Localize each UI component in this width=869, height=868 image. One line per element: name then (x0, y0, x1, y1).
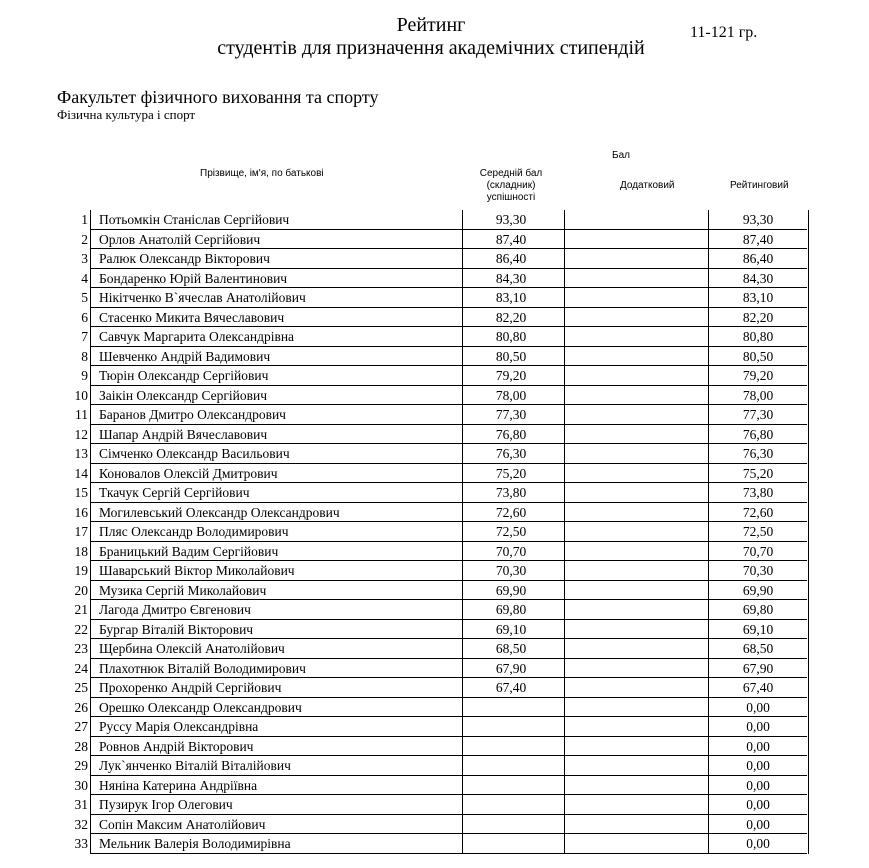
average-score: 75,20 (495, 465, 527, 481)
rating-score: 76,80 (742, 426, 774, 442)
rating-score: 72,50 (742, 524, 774, 539)
table-row (0, 561, 869, 581)
table-row (0, 210, 869, 230)
table-row (0, 639, 869, 659)
row-number: 7 (81, 329, 88, 344)
table-row (0, 815, 869, 835)
specialty-heading: Фізична культура і спорт (57, 107, 196, 122)
row-number: 12 (74, 426, 88, 442)
rating-score: 67,40 (742, 680, 774, 695)
rating-score: 86,40 (742, 251, 774, 266)
table-row (0, 542, 869, 562)
rating-score: 68,50 (742, 641, 774, 656)
rating-score: 69,10 (742, 621, 774, 637)
average-score: 70,30 (495, 563, 527, 578)
student-name: Могилевський Олександр Олександрович (99, 504, 340, 520)
table-row (0, 600, 869, 620)
student-name: Музика Сергій Миколайович (99, 582, 267, 598)
table-row (0, 756, 869, 776)
average-score: 83,10 (495, 290, 527, 305)
row-number: 2 (81, 231, 88, 247)
rating-score: 82,20 (742, 309, 774, 325)
student-name: Бондаренко Юрій Валентинович (99, 270, 288, 286)
average-score: 68,50 (495, 641, 527, 656)
divider-average-left (462, 210, 463, 854)
student-name: Щербина Олексій Анатолійович (99, 641, 285, 656)
table-row (0, 483, 869, 503)
table-row (0, 327, 869, 347)
student-name: Нікітченко В`ячеслав Анатолійович (99, 290, 306, 305)
row-number: 20 (74, 582, 88, 598)
table-row (0, 659, 869, 679)
average-score: 84,30 (495, 270, 527, 286)
row-number: 24 (74, 660, 88, 676)
average-score: 73,80 (495, 485, 527, 500)
table-row (0, 288, 869, 308)
student-name: Руссу Марія Олександрівна (99, 719, 259, 734)
average-score: 79,20 (495, 368, 527, 383)
rating-score: 80,50 (742, 348, 774, 364)
column-header-name: Прізвище, ім'я, по батькові (200, 168, 324, 179)
table-row (0, 386, 869, 406)
row-number: 5 (81, 290, 88, 305)
average-score: 78,00 (495, 387, 527, 403)
rating-score: 83,10 (742, 290, 774, 305)
rating-score: 0,00 (746, 758, 770, 773)
rating-score: 87,40 (742, 231, 774, 247)
rating-score: 67,90 (742, 660, 774, 676)
row-number: 25 (74, 680, 88, 695)
divider-rating-left (708, 210, 709, 854)
rating-score: 0,00 (746, 797, 770, 812)
divider-rating-right (808, 210, 809, 854)
student-name: Пляс Олександр Володимирович (99, 524, 289, 539)
row-number: 1 (81, 212, 88, 227)
table-row (0, 737, 869, 757)
row-number: 8 (81, 348, 88, 364)
row-number: 21 (74, 602, 88, 617)
row-number: 33 (74, 836, 88, 851)
row-number: 6 (81, 309, 88, 325)
student-name: Сопін Максим Анатолійович (99, 816, 266, 832)
divider-number (90, 210, 91, 854)
table-row (0, 425, 869, 445)
average-score: 72,60 (495, 504, 527, 520)
rating-score: 72,60 (742, 504, 774, 520)
table-row (0, 347, 869, 367)
table-row (0, 405, 869, 425)
average-score: 93,30 (495, 212, 527, 227)
rating-score: 0,00 (746, 836, 770, 851)
average-score: 80,80 (495, 329, 527, 344)
row-number: 31 (74, 797, 88, 812)
column-header-additional: Додатковий (620, 180, 675, 191)
column-header-average-line1: Середній бал (479, 168, 543, 179)
table-row (0, 308, 869, 328)
table-row (0, 620, 869, 640)
row-number: 13 (74, 446, 88, 461)
rating-score: 75,20 (742, 465, 774, 481)
rating-score: 76,30 (742, 446, 774, 461)
table-row (0, 776, 869, 796)
row-underline (90, 853, 807, 854)
column-header-average-line3: успішності (486, 192, 536, 203)
table-row (0, 269, 869, 289)
average-score: 69,80 (495, 602, 527, 617)
document-title: Рейтинг (396, 14, 466, 36)
rating-score: 69,90 (742, 582, 774, 598)
rating-score: 77,30 (742, 407, 774, 422)
row-number: 17 (74, 524, 88, 539)
faculty-heading: Факультет фізичного виховання та спорту (57, 87, 379, 107)
rating-score: 0,00 (746, 738, 770, 754)
row-number: 26 (74, 699, 88, 715)
rating-score: 70,70 (742, 543, 774, 559)
row-number: 18 (74, 543, 88, 559)
table-row (0, 678, 869, 698)
average-score: 72,50 (495, 524, 527, 539)
table-row (0, 464, 869, 484)
divider-average-right (564, 210, 565, 854)
student-name: Бургар Віталій Вікторович (99, 621, 254, 637)
rating-score: 0,00 (746, 699, 770, 715)
student-name: Шевченко Андрій Вадимович (99, 348, 271, 364)
row-number: 16 (74, 504, 88, 520)
table-row (0, 230, 869, 250)
table-row (0, 717, 869, 737)
average-score: 69,10 (495, 621, 527, 637)
group-label: 11-121 гр. (690, 24, 758, 41)
student-name: Орлов Анатолій Сергійович (99, 231, 261, 247)
student-name: Ровнов Андрій Вікторович (99, 738, 254, 754)
rating-score: 0,00 (746, 816, 770, 832)
average-score: 86,40 (495, 251, 527, 266)
student-name: Орешко Олександр Олександрович (99, 699, 302, 715)
student-name: Сімченко Олександр Васильович (99, 446, 290, 461)
average-score: 67,90 (495, 660, 527, 676)
row-number: 15 (74, 485, 88, 500)
rating-score: 93,30 (742, 212, 774, 227)
student-name: Лук`янченко Віталій Віталійович (99, 758, 291, 773)
rating-score: 84,30 (742, 270, 774, 286)
row-number: 29 (74, 758, 88, 773)
rating-score: 70,30 (742, 563, 774, 578)
document-subtitle: студентів для призначення академічних стипендій (217, 37, 645, 59)
table-row (0, 698, 869, 718)
average-score: 77,30 (495, 407, 527, 422)
table-row (0, 444, 869, 464)
student-name: Стасенко Микита Вячеславович (99, 309, 285, 325)
average-score: 70,70 (495, 543, 527, 559)
table-row (0, 795, 869, 815)
average-score: 69,90 (495, 582, 527, 598)
row-number: 11 (75, 407, 88, 422)
average-score: 82,20 (495, 309, 527, 325)
table-row (0, 581, 869, 601)
row-number: 23 (74, 641, 88, 656)
student-name: Шапар Андрій Вячеславович (99, 426, 268, 442)
average-score: 67,40 (495, 680, 527, 695)
student-name: Плахотнюк Віталій Володимирович (99, 660, 306, 676)
student-name: Няніна Катерина Андріївна (99, 777, 258, 793)
rating-score: 80,80 (742, 329, 774, 344)
column-header-rating: Рейтинговий (730, 180, 789, 191)
table-row (0, 366, 869, 386)
column-header-average-line2: (складник) (486, 180, 536, 191)
average-score: 80,50 (495, 348, 527, 364)
row-number: 32 (74, 816, 88, 832)
row-number: 30 (74, 777, 88, 793)
table-row (0, 503, 869, 523)
column-header-bal: Бал (612, 150, 630, 161)
row-number: 4 (81, 270, 88, 286)
rating-score: 0,00 (746, 777, 770, 793)
rating-score: 69,80 (742, 602, 774, 617)
student-name: Коновалов Олексій Дмитрович (99, 465, 278, 481)
student-name: Потьомкін Станіслав Сергійович (99, 212, 290, 227)
row-number: 28 (74, 738, 88, 754)
student-name: Прохоренко Андрій Сергійович (99, 680, 282, 695)
rating-score: 0,00 (746, 719, 770, 734)
row-number: 10 (74, 387, 88, 403)
column-header-average (478, 168, 544, 204)
table-row (0, 522, 869, 542)
student-name: Ралюк Олександр Вікторович (99, 251, 270, 266)
student-name: Савчук Маргарита Олександрівна (99, 329, 295, 344)
student-name: Браницький Вадим Сергійович (99, 543, 279, 559)
table-row (0, 249, 869, 269)
average-score: 76,80 (495, 426, 527, 442)
student-name: Шаварський Віктор Миколайович (99, 563, 295, 578)
student-name: Ткачук Сергій Сергійович (99, 485, 250, 500)
student-name: Пузирук Ігор Олегович (99, 797, 233, 812)
student-name: Баранов Дмитро Олександрович (99, 407, 286, 422)
average-score: 76,30 (495, 446, 527, 461)
rating-score: 78,00 (742, 387, 774, 403)
student-name: Лагода Дмитро Євгенович (99, 602, 251, 617)
rating-score: 79,20 (742, 368, 774, 383)
student-name: Тюрін Олександр Сергійович (99, 368, 269, 383)
student-name: Мельник Валерія Володимирівна (99, 836, 291, 851)
row-number: 14 (74, 465, 88, 481)
row-number: 22 (74, 621, 88, 637)
row-number: 19 (74, 563, 88, 578)
row-number: 3 (81, 251, 88, 266)
row-number: 27 (74, 719, 88, 734)
row-number: 9 (81, 368, 88, 383)
average-score: 87,40 (495, 231, 527, 247)
table-row (0, 834, 869, 854)
student-name: Заікін Олександр Сергійович (99, 387, 268, 403)
rating-score: 73,80 (742, 485, 774, 500)
